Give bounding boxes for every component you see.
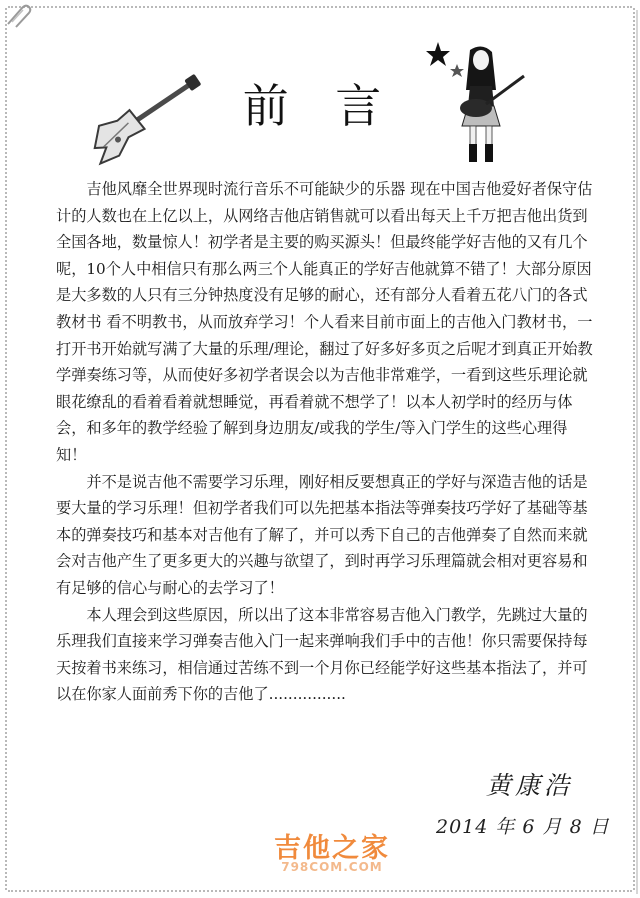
page-shadow <box>636 10 638 894</box>
paragraph: 并不是说吉他不需要学习乐理，刚好相反要想真正的学好与深造吉他的话是要大量的学习乐理！但初学者我们可以先把基本指法等弹奏技巧学好了基础等基本的弹奏技巧和基本对吉他有了解了，并可以秀下自己的吉他弹奏了自然而来就会对吉他产生了更多更大的兴趣与欲望了，到时再学习乐理篇就会相对更容易和有足够的信心与耐心的去学习了！ <box>56 472 588 597</box>
paperclip-pin-icon <box>4 2 34 30</box>
electric-guitar-icon <box>82 74 212 166</box>
dotted-border-bottom <box>8 890 632 892</box>
dotted-border-right <box>633 8 635 890</box>
watermark-logo: 吉他之家 <box>274 833 390 864</box>
author-signature: 黄康浩 <box>486 771 574 800</box>
paragraph: 本人理会到这些原因，所以出了这本非常容易吉他入门教学，先跳过大量的乐理我们直接来学习弹奏吉他入门一起来弹响我们手中的吉他！你只需要保持每天按着书来练习，相信通过苦练不到一个月你已经能学好这些基本指法了，并可以在你家人面前秀下你的吉他了................ <box>56 605 588 704</box>
paragraph: 吉他风靡全世界现时流行音乐不可能缺少的乐器 现在中国吉他爱好者保守估计的人数也在上亿以上，从网络吉他店销售就可以看出每天上千万把吉他出货到全国各地，数量惊人！初学者是主要的购买源头！但最终能学好吉他的又有几个呢，10个人中相信只有那么两三个人能真正的学好吉他就算不错了！大部分原因是大多数的人只有三分钟热度没有足够的耐心，还有部分人看着五花八门的各式教材书 看不明教书，从而放弃学习！个人看来目前市面上的吉他入门教材书，一打开书开始就写满了大量的乐理/理论，翻过了好多好多页之后呢才到真正开始教学弹奏练习等，从而使好多初学者误会以为吉他非常难学，一看到这些乐理论就眼花缭乱的看着看着就想睡觉，再看着就不想学了！以本人初学时的经历与体会，和多年的教学经验了解到身边朋友/或我的学生/等入门学生的这些心理得知！ <box>56 180 593 464</box>
star-icon <box>426 42 450 66</box>
page-title: 前 言 <box>242 79 398 133</box>
girl-with-guitar-illustration <box>426 42 528 168</box>
preface-body <box>56 176 596 708</box>
watermark-url: 798COM.COM <box>281 860 383 874</box>
star-icon <box>450 64 464 77</box>
signature-date: 2014 年 6 月 8 日 <box>436 816 610 838</box>
dotted-border-top <box>8 6 632 8</box>
dotted-border-left <box>5 8 7 890</box>
